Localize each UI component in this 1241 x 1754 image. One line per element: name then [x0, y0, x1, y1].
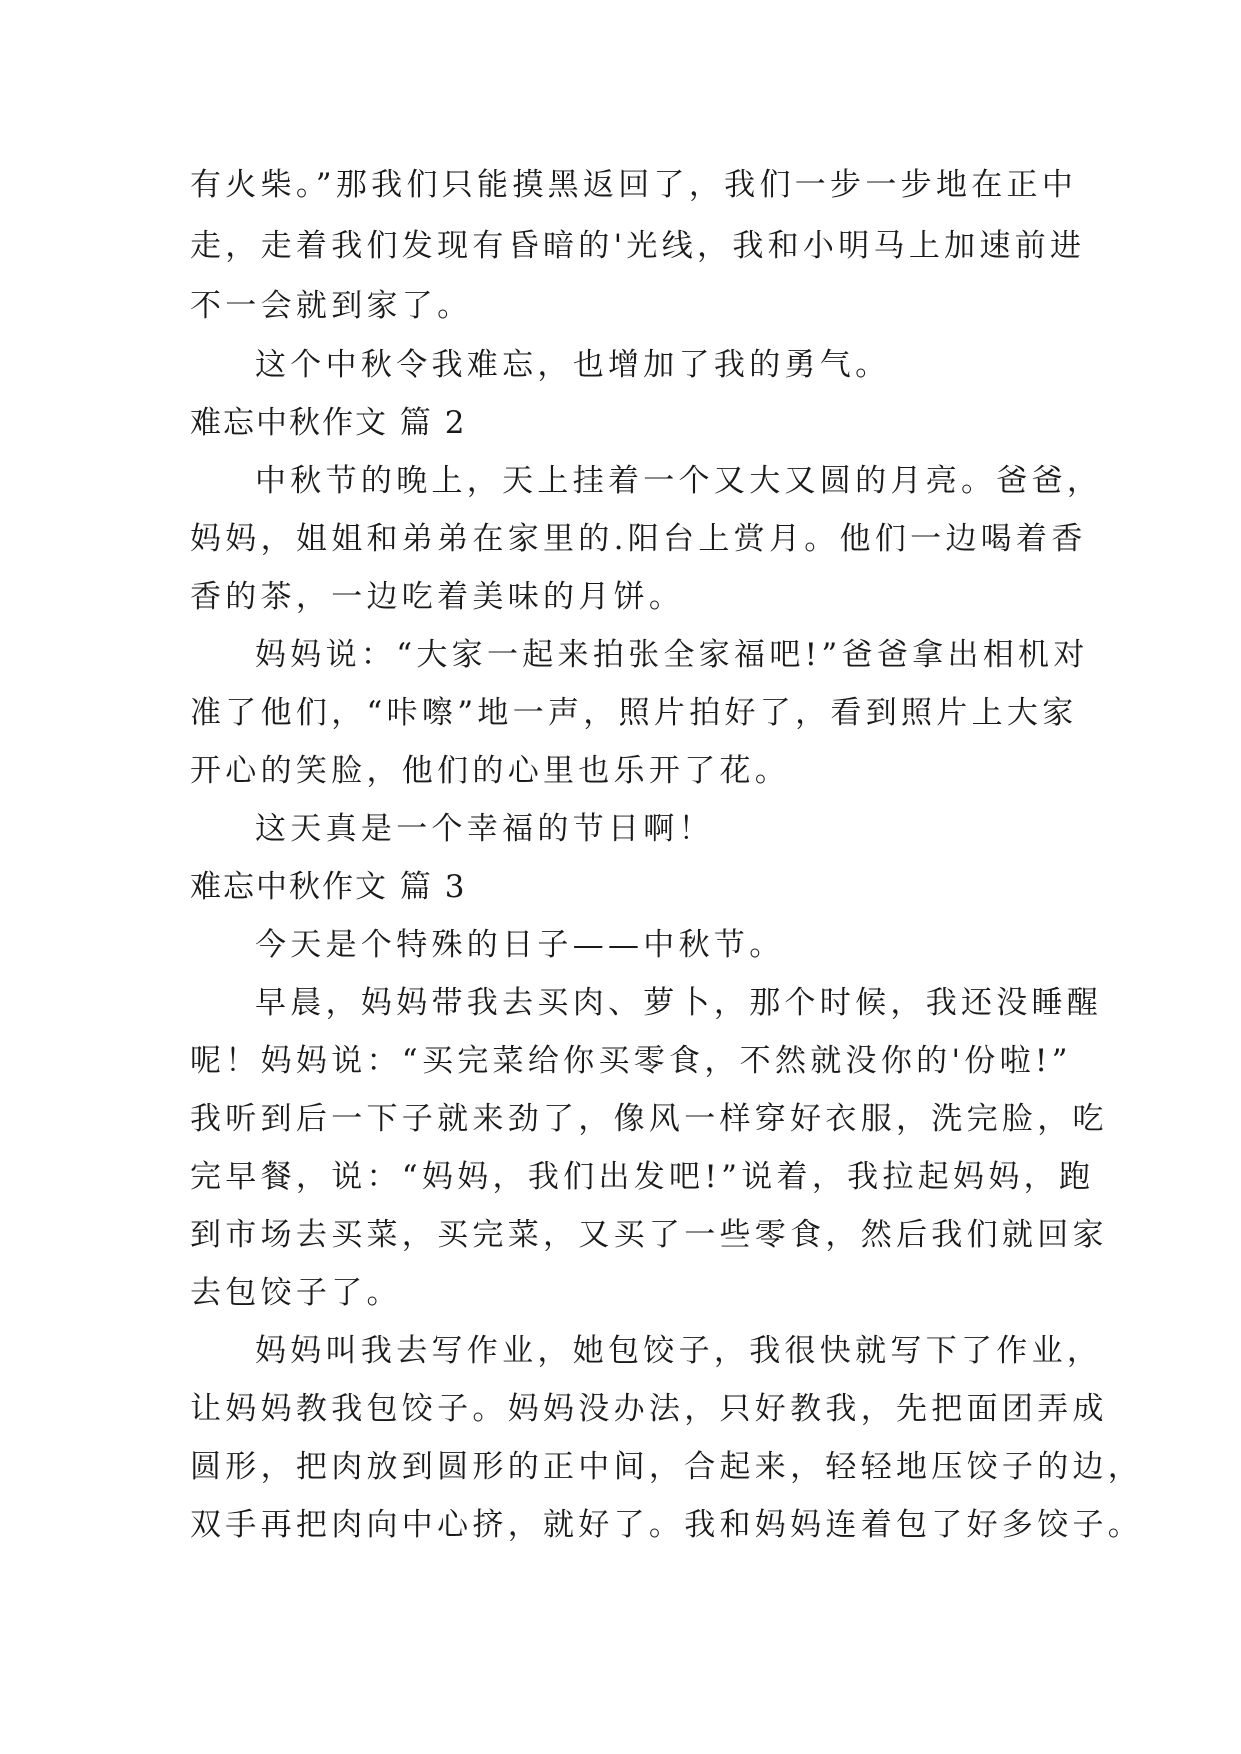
paragraph-line: 完早餐，说：“妈妈，我们出发吧!”说着，我拉起妈妈，跑: [190, 1159, 1095, 1195]
paragraph-line: 到市场去买菜，买完菜，又买了一些零食，然后我们就回家: [190, 1217, 1108, 1253]
paragraph-line: 香的茶，一边吃着美味的月饼。: [190, 579, 685, 615]
paragraph-line: 这个中秋令我难忘，也增加了我的勇气。: [255, 347, 891, 383]
section-heading: 难忘中秋作文 篇 2: [190, 405, 467, 441]
paragraph-line: 今天是个特殊的日子——中秋节。: [255, 927, 785, 963]
paragraph-line: 圆形，把肉放到圆形的正中间，合起来，轻轻地压饺子的边，: [190, 1449, 1144, 1485]
section-heading: 难忘中秋作文 篇 3: [190, 869, 467, 905]
paragraph-line: 走，走着我们发现有昏暗的'光线，我和小明马上加速前进: [190, 228, 1086, 264]
paragraph-line: 妈妈说：“大家一起来拍张全家福吧!”爸爸拿出相机对: [255, 637, 1089, 673]
paragraph-line: 妈妈叫我去写作业，她包饺子，我很快就写下了作业，: [255, 1333, 1103, 1369]
paragraph-line: 这天真是一个幸福的节日啊！: [255, 811, 714, 847]
paragraph-line: 呢！妈妈说：“买完菜给你买零食，不然就没你的'份啦!”: [190, 1043, 1072, 1079]
paragraph-line: 开心的笑脸，他们的心里也乐开了花。: [190, 753, 791, 789]
paragraph-line: 去包饺子了。: [190, 1275, 402, 1311]
paragraph-line: 早晨，妈妈带我去买肉、萝卜，那个时候，我还没睡醒: [255, 985, 1103, 1021]
paragraph-line: 我听到后一下子就来劲了，像风一样穿好衣服，洗完脸，吃: [190, 1101, 1108, 1137]
paragraph-line: 双手再把肉向中心挤，就好了。我和妈妈连着包了好多饺子。: [190, 1507, 1144, 1543]
paragraph-line: 准了他们，“咔嚓”地一声，照片拍好了，看到照片上大家: [190, 695, 1078, 731]
paragraph-line: 中秋节的晚上，天上挂着一个又大又圆的月亮。爸爸，: [255, 463, 1103, 499]
paragraph-line: 有火柴。”那我们只能摸黑返回了，我们一步一步地在正中: [190, 167, 1078, 203]
paragraph-line: 不一会就到家了。: [190, 288, 473, 324]
paragraph-line: 让妈妈教我包饺子。妈妈没办法，只好教我，先把面团弄成: [190, 1391, 1108, 1427]
paragraph-line: 妈妈，姐姐和弟弟在家里的.阳台上赏月。他们一边喝着香: [190, 521, 1087, 557]
